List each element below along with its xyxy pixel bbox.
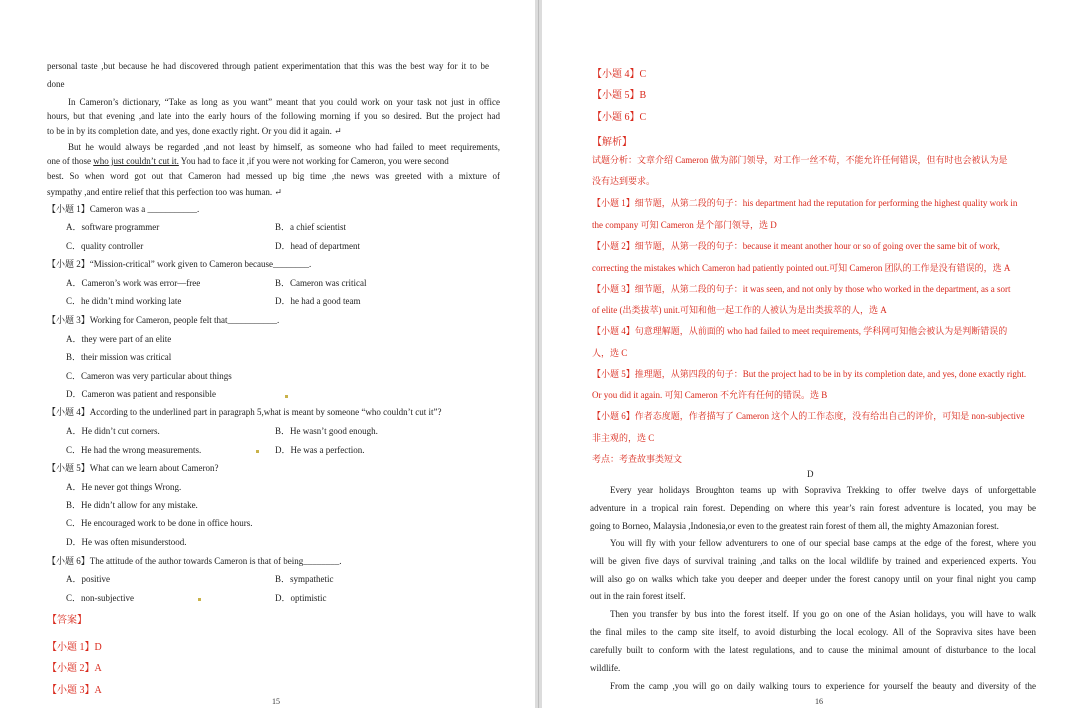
scan-mark — [285, 395, 288, 398]
text: one of those — [47, 156, 94, 166]
option: B．sympathetic — [275, 574, 334, 584]
passage-line: wildlife. — [590, 663, 621, 673]
analysis-line: the company 可知 Cameron 是个部门领导，选 D — [592, 220, 777, 230]
analysis-line: 【小题 3】细节题，从第二段的句子：it was seen, and not only by those who worked in the department, as a sort — [592, 284, 1011, 294]
option: D．optimistic — [275, 593, 327, 603]
analysis-line: 试题分析：文章介绍 Cameron 做为部门领导，对工作一丝不苟，不能允许任何错误，但有时也会被认为是 — [592, 155, 1008, 165]
answer-4: 【小题 4】C — [592, 69, 647, 80]
page-16 — [542, 0, 1077, 708]
underlined-phrase: who just couldn’t cut it. — [93, 156, 179, 166]
passage-line: personal taste ,but because he had discovered through patient experimentation that this was the best way for it to be — [47, 61, 489, 71]
analysis-line: Or you did it again. 可知 Cameron 不允许有任何的错误。选 B — [592, 390, 828, 400]
passage-line: From the camp ,you will go on daily walking tours to experience for yourself the beauty and diversity of the — [610, 681, 1036, 691]
page-15 — [0, 0, 535, 708]
option: A．He never got things Wrong. — [66, 482, 182, 492]
passage-line: will be given five days of survival training ,and talks on the local wildlife by trained and experienced experts. You — [590, 556, 1036, 566]
option: B．He didn’t allow for any mistake. — [66, 500, 198, 510]
analysis-line: 【小题 2】细节题，从第一段的句子：because it meant another hour or so of going over the same bit of work, — [592, 241, 1000, 251]
option: C．quality controller — [66, 241, 144, 251]
passage-line: But he would always be regarded ,and not least by himself, as someone who had failed to meet requirements, — [68, 142, 500, 152]
analysis-line: 【小题 6】作者态度题，作者描写了 Cameron 这个人的工作态度，没有给出自己的评价，可知是 non-subjective — [592, 411, 1025, 421]
passage-line: carefully built to conform with the latest regulations, and to cause the minimal amount of disturbance to the local — [590, 645, 1036, 655]
option: C．Cameron was very particular about things — [66, 371, 232, 381]
passage-line: adventure in a tropical rain forest. Depending on where this year’s rain forest adventure is located, you may be — [590, 503, 1036, 513]
passage-line: will also go on walks which take you deeper and deeper under the forest canopy until on your final night you camp — [590, 574, 1036, 584]
option: C．he didn’t mind working late — [66, 296, 182, 306]
page-number: 16 — [815, 697, 823, 706]
option: D．he had a good team — [275, 296, 361, 306]
option: A．He didn’t cut corners. — [66, 426, 160, 436]
option: A．they were part of an elite — [66, 334, 172, 344]
option: C．He encouraged work to be done in office hours. — [66, 518, 253, 528]
page-number: 15 — [272, 697, 280, 706]
option: D．He was often misunderstood. — [66, 537, 187, 547]
analysis-line: 非主观的，选 C — [592, 433, 655, 443]
passage-line: out in the rain forest itself. — [590, 591, 686, 601]
passage-line: sympathy ,and entire relief that this perfection too was human. ↵ — [47, 187, 282, 197]
passage-line: hours, but that evening ,and late into the early hours of the following morning if you so desired. But the project had — [47, 111, 500, 121]
analysis-label: 【解析】 — [592, 137, 632, 148]
page-gutter — [535, 0, 542, 708]
answer-1: 【小题 1】D — [47, 642, 102, 653]
analysis-line: correcting the mistakes which Cameron had patiently pointed out.可知 Cameron 团队的工作是没有错误的，选 A — [592, 263, 1011, 273]
analysis-line: 考点：考查故事类短文 — [592, 454, 683, 464]
passage-line-underlined — [47, 155, 500, 167]
option: A．software programmer — [66, 222, 160, 232]
passage-line: best. So when word got out that Cameron had messed up big time ,the news was greeted with a mixture of — [47, 171, 500, 181]
analysis-line: 【小题 1】细节题，从第二段的句子：his department had the reputation for performing the highest quality work in — [592, 198, 1018, 208]
question-2: 【小题 2】“Mission-critical” work given to Cameron because________. — [47, 259, 312, 269]
passage-line: You will fly with your fellow adventurers to one of our special base camps at the edge of the forest, where you — [610, 538, 1036, 548]
option: A．Cameron’s work was error—free — [66, 278, 201, 288]
question-4: 【小题 4】According to the underlined part in paragraph 5,what is meant by someone “who couldn’t cut it”? — [47, 407, 442, 417]
question-6: 【小题 6】The attitude of the author towards Cameron is that of being________. — [47, 556, 342, 566]
option: C．non-subjective — [66, 593, 134, 603]
passage-line: Every year holidays Broughton teams up with Sopraviva Trekking to offer twelve days of unforgettable — [610, 485, 1036, 495]
scan-mark — [256, 450, 259, 453]
option: D．He was a perfection. — [275, 445, 365, 455]
answer-5: 【小题 5】B — [592, 90, 647, 101]
passage-line: the final miles to the camp site itself, to avoid disturbing the local ecology. All of the Sopraviva sites have been — [590, 627, 1036, 637]
option: B．Cameron was critical — [275, 278, 367, 288]
question-1: 【小题 1】Cameron was a ___________. — [47, 204, 200, 214]
text: You had to face it ,if you were not working for Cameron, you were second — [178, 156, 449, 166]
answers-label: 【答案】 — [47, 615, 87, 626]
analysis-line: of elite (出类拔萃) unit.可知和他一起工作的人被认为是出类拔萃的人，选 A — [592, 305, 887, 315]
option: A．positive — [66, 574, 110, 584]
question-3: 【小题 3】Working for Cameron, people felt that___________. — [47, 315, 280, 325]
analysis-line: 人，选 C — [592, 348, 628, 358]
answer-6: 【小题 6】C — [592, 112, 647, 123]
passage-line: Then you transfer by bus into the forest itself. If you go on one of the Asian holidays, you will have to walk — [610, 609, 1036, 619]
option: B．a chief scientist — [275, 222, 346, 232]
option: D．Cameron was patient and responsible — [66, 389, 216, 399]
passage-line: done — [47, 79, 65, 89]
analysis-line: 没有达到要求。 — [592, 176, 656, 186]
option: C．He had the wrong measurements. — [66, 445, 202, 455]
passage-line: to be in by its completion date, and yes, done exactly right. Or you did it again. ↵ — [47, 126, 342, 136]
option: B．their mission was critical — [66, 352, 172, 362]
scan-mark — [198, 598, 201, 601]
question-5: 【小题 5】What can we learn about Cameron? — [47, 463, 219, 473]
passage-line: In Cameron’s dictionary, “Take as long as you want” meant that you could work on your task not just in office — [68, 97, 500, 107]
section-letter: D — [807, 469, 814, 479]
answer-3: 【小题 3】A — [47, 685, 102, 696]
option: B．He wasn’t good enough. — [275, 426, 378, 436]
analysis-line: 【小题 4】句意理解题，从前面的 who had failed to meet requirements, 学科网可知他会被认为是判断错误的 — [592, 326, 1008, 336]
passage-line: going to Borneo, Malaysia ,Indonesia,or even to the greatest rain forest of them all, the mighty Amazonian forest. — [590, 521, 999, 531]
answer-2: 【小题 2】A — [47, 663, 102, 674]
option: D．head of department — [275, 241, 360, 251]
analysis-line: 【小题 5】推理题，从第四段的句子：But the project had to be in by its completion date, and yes, done exactly right. — [592, 369, 1027, 379]
